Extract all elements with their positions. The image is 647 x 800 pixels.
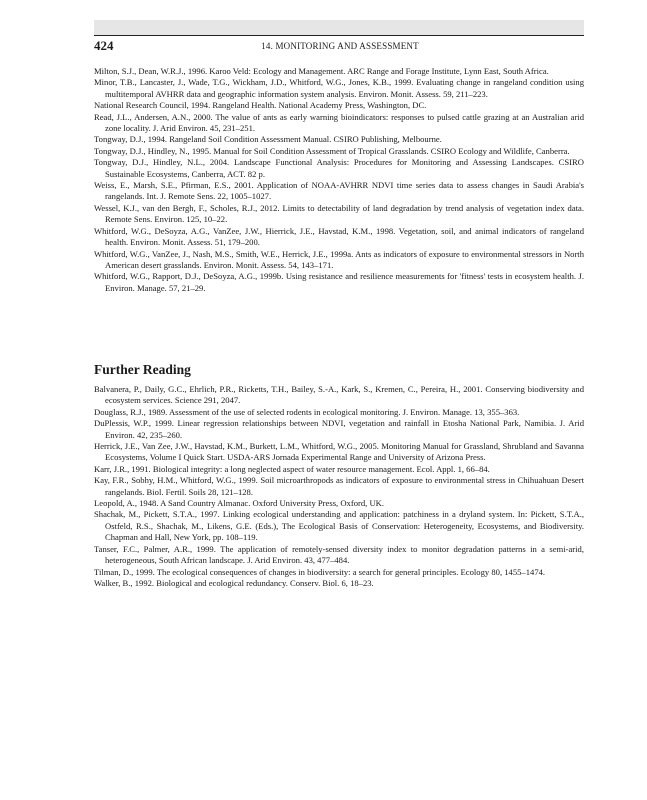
reference-item: Read, J.L., Andersen, A.N., 2000. The value of ants as early warning bioindicators: responses to pulsed cattle grazing at an Australian arid zone locality. J. Arid Environ. 45, 231–251. [94, 111, 584, 134]
reference-item: Wessel, K.J., van den Bergh, F., Scholes, R.J., 2012. Limits to detectability of land degradation by trend analysis of vegetation index data. Remote Sens. Environ. 125, 10–22. [94, 202, 584, 225]
further-reading-list [94, 384, 584, 589]
reference-item: Whitford, W.G., DeSoyza, A.G., VanZee, J.W., Hierrick, J.E., Havstad, K.M., 1998. Vegetation, soil, and animal indicators of rangeland health. Environ. Monit. Assess. 51, 179–200. [94, 225, 584, 248]
reference-item: National Research Council, 1994. Rangeland Health. National Academy Press, Washington, DC. [94, 100, 427, 111]
further-reading-item: Shachak, M., Pickett, S.T.A., 1997. Linking ecological understanding and application: patchiness in a dryland system. In: Pickett, S.T.A., Ostfeld, R.S., Shachak, M., Likens, G.E. (Eds.), The Ecological Basis of Conservation: Heterogeneity, Ecosystems, and Biodiversity. Chapman and Hall, New York, pp. 108–119. [94, 509, 584, 543]
reference-item: Weiss, E., Marsh, S.E., Pfirman, E.S., 2001. Application of NOAA-AVHRR NDVI time series data to assess changes in Saudi Arabia's rangelands. Int. J. Remote Sens. 22, 1005–1027. [94, 180, 584, 202]
further-reading-item: Douglass, R.J., 1989. Assessment of the use of selected rodents in ecological monitoring. J. Environ. Manage. 13, 355–363. [94, 406, 520, 417]
reference-item: Minor, T.B., Lancaster, J., Wade, T.G., Wickham, J.D., Whitford, W.G., Jones, K.B., 1999. Evaluating change in rangeland condition using multitemporal AVHRR data and geographic information system analysis. Environ. Monit. Assess. 59, 211–223. [94, 77, 584, 99]
further-reading-item: DuPlessis, W.P., 1999. Linear regression relationships between NDVI, vegetation and rainfall in Etosha National Park, Namibia. J. Arid Environ. 42, 235–260. [94, 418, 584, 440]
reference-item: Tongway, D.J., Hindley, N.L., 2004. Landscape Functional Analysis: Procedures for Monitoring and Assessing Landscapes. CSIRO Sustainable Ecosystems, Canberra, ACT. 82 p. [94, 157, 584, 179]
further-reading-item: Kay, F.R., Sobhy, H.M., Whitford, W.G., 1999. Soil microarthropods as indicators of exposure to environmental stress in Chihuahuan Desert rangelands. Biol. Fertil. Soils 28, 121–128. [94, 475, 584, 497]
further-reading-item: Karr, J.R., 1991. Biological integrity: a long neglected aspect of water resource management. Ecol. Appl. 1, 66–84. [94, 463, 490, 474]
running-head: 14. MONITORING AND ASSESSMENT [261, 41, 419, 51]
further-reading-item: Herrick, J.E., Van Zee, J.W., Havstad, K.M., Burkett, L.M., Whitford, W.G., 2005. Monitoring Manual for Grassland, Shrubland and Savanna Ecosystems, Volume I Quick Start. USDA-ARS Jornada Experimental Range and University of Arizona Press. [94, 441, 584, 463]
header-rule [94, 35, 584, 36]
reference-item: Milton, S.J., Dean, W.R.J., 1996. Karoo Veld: Ecology and Management. ARC Range and Forage Institute, Lynn East, South Africa. [94, 66, 549, 76]
reference-item: Tongway, D.J., 1994. Rangeland Soil Condition Assessment Manual. CSIRO Publishing, Melbourne. [94, 134, 442, 145]
header-bar [94, 20, 584, 35]
further-reading-item: Leopold, A., 1948. A Sand Country Almanac. Oxford University Press, Oxford, UK. [94, 498, 385, 509]
reference-list [94, 66, 584, 294]
reference-item: Whitford, W.G., VanZee, J., Nash, M.S., Smith, W.E., Herrick, J.E., 1999a. Ants as indicators of exposure to environmental stressors in North American desert grasslands. Environ. Monit. Assess. 54, 143–171. [94, 248, 584, 270]
further-reading-item: Tanser, F.C., Palmer, A.R., 1999. The application of remotely-sensed diversity index to monitor degradation patterns in a semi-arid, heterogeneous, South African landscape. J. Arid Environ. 43, 477–484. [94, 543, 584, 566]
reference-item: Whitford, W.G., Rapport, D.J., DeSoyza, A.G., 1999b. Using resistance and resilience measurements for 'fitness' tests in ecosystem health. J. Environ. Manage. 57, 21–29. [94, 271, 584, 293]
further-reading-item: Balvanera, P., Daily, G.C., Ehrlich, P.R., Ricketts, T.H., Bailey, S.-A., Kark, S., Kremen, C., Pereira, H., 2001. Conserving biodiversity and ecosystem services. Science 291, 2047. [94, 384, 584, 406]
reference-item: Tongway, D.J., Hindley, N., 1995. Manual for Soil Condition Assessment of Tropical Grasslands. CSIRO Ecology and Wildlife, Canberra. [94, 145, 570, 156]
further-reading-item: Walker, B., 1992. Biological and ecological redundancy. Conserv. Biol. 6, 18–23. [94, 577, 374, 588]
page-number: 424 [94, 38, 114, 53]
further-reading-item: Tilman, D., 1999. The ecological consequences of changes in biodiversity: a search for general principles. Ecology 80, 1455–1474. [94, 566, 546, 577]
further-reading-heading: Further Reading [94, 362, 191, 377]
